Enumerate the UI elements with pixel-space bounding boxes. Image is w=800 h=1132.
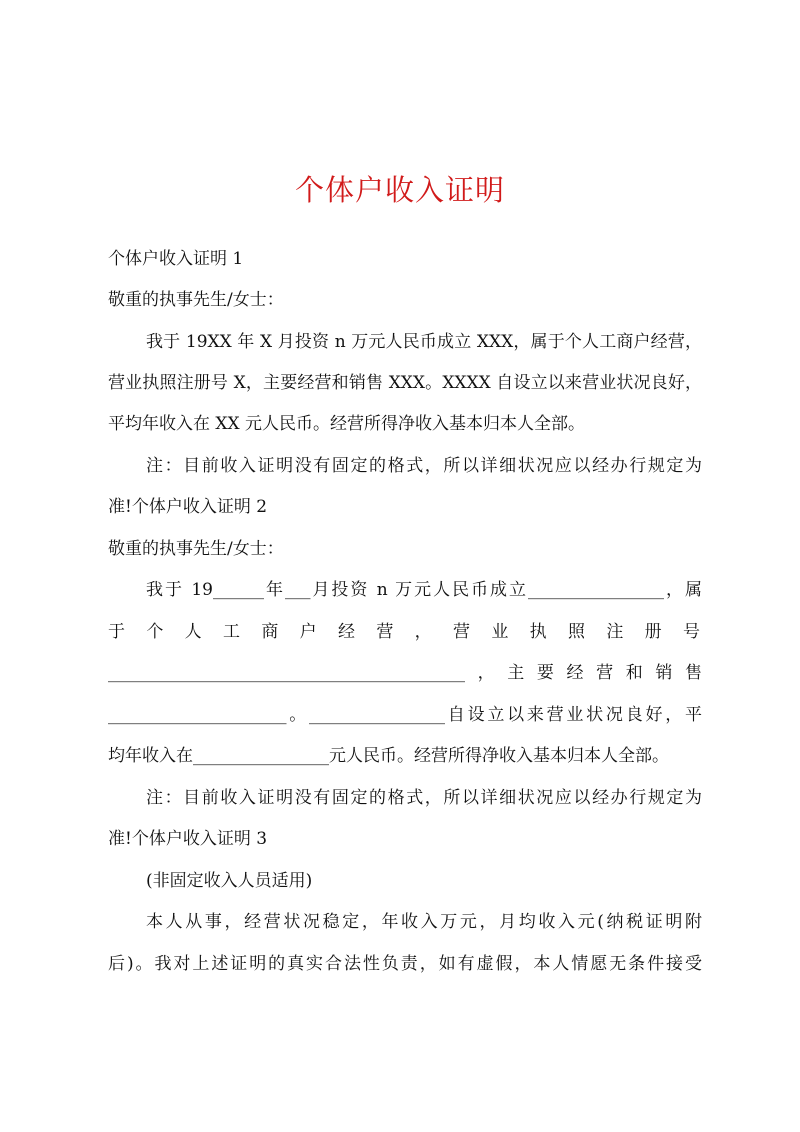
form-line: 我于 19______年___月投资 n 万元人民币成立________________，属 <box>146 580 702 600</box>
salutation-2: 敬重的执事先生/女士： <box>108 539 284 559</box>
paragraph-line: 平均年收入在 XX 元人民币。经营所得净收入基本归本人全部。 <box>108 414 586 434</box>
form-line: __________________________________________，主要经营和销售 <box>108 663 702 683</box>
section-heading-1: 个体户收入证明 1 <box>108 249 244 269</box>
salutation-1: 敬重的执事先生/女士： <box>108 290 284 310</box>
note-line: 注：目前收入证明没有固定的格式，所以详细状况应以经办行规定为 <box>146 788 702 808</box>
paragraph-line: 营业执照注册号 X，主要经营和销售 XXX。XXXX 自设立以来营业状况良好， <box>108 373 702 393</box>
form-line: 于个人工商户经营，营业执照注册号 <box>108 622 702 642</box>
paragraph-line: 后)。我对上述证明的真实合法性负责，如有虚假，本人情愿无条件接受 <box>108 954 702 974</box>
paragraph-line: 我于 19XX 年 X 月投资 n 万元人民币成立 XXX，属于个人工商户经营， <box>146 332 702 352</box>
form-line: _____________________。________________自设立以来营业状况良好，平 <box>108 705 702 725</box>
note-line: 注：目前收入证明没有固定的格式，所以详细状况应以经办行规定为 <box>146 456 702 476</box>
form-line: 均年收入在________________元人民币。经营所得净收入基本归本人全部。 <box>108 746 669 766</box>
paragraph-line: (非固定收入人员适用) <box>146 871 313 891</box>
paragraph-line: 本人从事，经营状况稳定，年收入万元，月均收入元(纳税证明附 <box>146 912 702 932</box>
document-title: 个体户收入证明 <box>294 173 505 207</box>
note-line: 准!个体户收入证明 2 <box>108 497 268 517</box>
note-line: 准!个体户收入证明 3 <box>108 829 268 849</box>
